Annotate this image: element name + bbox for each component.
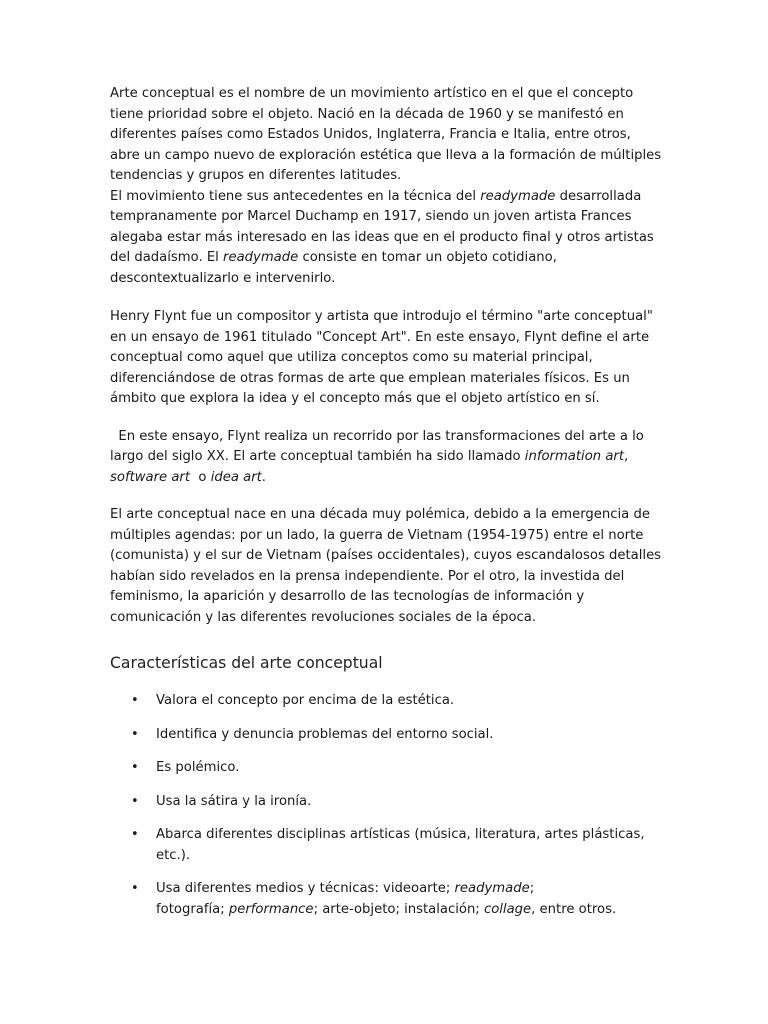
bullet-icon: • [131, 693, 139, 708]
text-run: En este ensayo, Flynt realiza un recorrido por las transformaciones del arte a lo largo del siglo XX. El arte conceptual también ha sido llamado [110, 428, 649, 464]
emphasis-readymade: readymade [480, 188, 556, 204]
list-item-text [156, 881, 662, 920]
list-item-text: Identifica y denuncia problemas del entorno social. [156, 726, 494, 742]
emphasis-performance: performance [228, 901, 314, 917]
paragraph-henry-flynt: Henry Flynt fue un compositor y artista que introdujo el término "arte conceptual" en un ensayo de 1961 titulado "Concept Art". En este ensayo, Flynt define el arte conceptual como aquel que utiliza conceptos como su material principal, diferenciándose de otras formas de arte que emplean materiales físicos. Es un ámbito que explora la idea y el concepto más que el objeto artístico en sí. [110, 309, 653, 406]
list-item-text: Usa la sátira y la ironía. [156, 793, 312, 809]
text-run: consiste en tomar un objeto cotidiano, descontextualizarlo e intervenirlo. [110, 250, 557, 286]
bullet-icon: • [131, 881, 139, 896]
paragraph-context: El arte conceptual nace en una década muy polémica, debido a la emergencia de múltiples agendas: por un lado, la guerra de Vietnam (1954-1975) entre el norte (comunista) y el sur de Vietnam (países occidentales), cuyos escandalosos detalles habían sido revelados en la prensa independiente. Por el otro, la investida del feminismo, la aparición y desarrollo de las tecnologías de información y comunicación y las diferentes revoluciones sociales de la época. [110, 507, 662, 625]
list-item [110, 792, 662, 813]
list-item [110, 879, 662, 920]
emphasis-idea-art: idea art [210, 469, 262, 485]
text-run: El movimiento tiene sus antecedentes en la técnica del [110, 188, 481, 204]
bullet-icon: • [131, 827, 139, 842]
section-heading: Características del arte conceptual [110, 654, 383, 672]
bullet-icon: • [131, 726, 139, 742]
text-run: Usa diferentes medios y técnicas: videoarte; [156, 881, 455, 896]
list-item-text: Abarca diferentes disciplinas artísticas (música, literatura, artes plásticas, etc.). [156, 827, 645, 863]
emphasis-software-art: software art [110, 469, 191, 485]
bullet-icon: • [131, 760, 139, 775]
paragraph-readymade [110, 187, 662, 290]
list-item [110, 725, 662, 746]
emphasis-readymade: readymade [454, 881, 530, 896]
bullet-icon: • [131, 793, 139, 809]
paragraph-flynt-essay [110, 427, 662, 489]
emphasis-readymade: readymade [223, 250, 299, 265]
text-run: , [624, 449, 633, 464]
list-item [110, 758, 662, 779]
list-item-text: Valora el concepto por encima de la estética. [156, 693, 455, 708]
paragraph-intro: Arte conceptual es el nombre de un movimiento artístico en el que el concepto tiene prioridad sobre el objeto. Nació en la década de 1960 y se manifestó en diferentes países como Estados Unidos, Inglaterra, Francia e Italia, entre otros, abre un campo nuevo de exploración estética que lleva a la formación de múltiples tendencias y grupos en diferentes latitudes. [110, 86, 662, 183]
text-run: fotografía; [156, 901, 229, 917]
text-run: . [261, 469, 266, 485]
document-page [110, 84, 662, 933]
emphasis-information-art: information art [524, 449, 625, 464]
text-run: desarrollada tempranamente por Marcel Duchamp en 1917, siendo un joven artista Frances alegaba estar más interesado en las ideas que en el producto final y otros artistas del dadaísmo. El [110, 188, 654, 265]
list-item-line [156, 900, 662, 921]
list-item [110, 825, 662, 866]
text-run: o [190, 469, 211, 485]
list-item [110, 691, 662, 712]
text-run: ; arte-objeto; instalación; [313, 901, 484, 917]
text-run: , entre otros. [531, 901, 617, 917]
characteristics-list [110, 691, 662, 920]
text-run: ; [529, 881, 535, 896]
emphasis-collage: collage [483, 901, 532, 917]
list-item-text: Es polémico. [156, 760, 240, 775]
